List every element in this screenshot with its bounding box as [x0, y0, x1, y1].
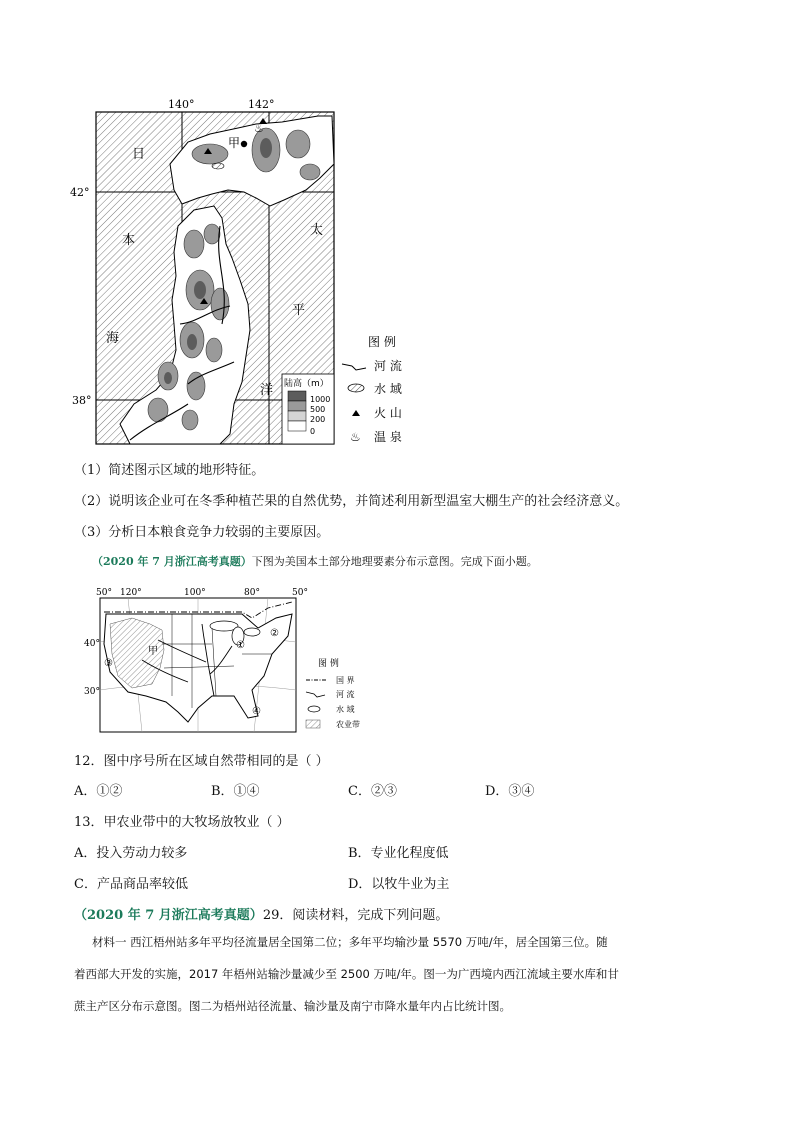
question-2: （2）说明该企业可在冬季种植芒果的自然优势，并简述利用新型温室大棚生产的社会经济意义。: [74, 494, 629, 509]
svg-text:42°: 42°: [70, 186, 90, 199]
jia-label: 甲: [228, 136, 241, 150]
svg-text:38°: 38°: [72, 394, 92, 407]
farm-belt-icon: [306, 720, 320, 728]
question-13-option-a[interactable]: A．投入劳动力较多: [74, 846, 188, 861]
svg-text:50°: 50°: [96, 588, 112, 598]
material-line-3: 蔗主产区分布示意图。图二为梧州站径流量、输沙量及南宁市降水量年内占比统计图。: [74, 999, 511, 1013]
question-12-option-b[interactable]: B．①④: [211, 784, 260, 799]
svg-text:30°: 30°: [84, 687, 100, 697]
intro-3-text: 29．阅读材料，完成下列问题。: [262, 908, 449, 923]
river-icon: [342, 364, 366, 370]
svg-text:0: 0: [310, 427, 316, 436]
water-icon: [308, 706, 320, 712]
svg-text:河 流: 河 流: [336, 690, 355, 699]
svg-text:140°: 140°: [168, 98, 195, 111]
svg-text:洋: 洋: [260, 383, 274, 398]
svg-text:③: ③: [104, 658, 113, 669]
intro-2-text: 下图为美国本土部分地理要素分布示意图。完成下面小题。: [251, 555, 538, 568]
question-1: （1）简述图示区域的地形特征。: [74, 463, 265, 478]
svg-text:50°: 50°: [292, 588, 308, 598]
svg-text:水 域: 水 域: [374, 382, 402, 396]
svg-text:120°: 120°: [120, 588, 142, 598]
hot-spring-icon: ♨: [350, 430, 361, 444]
question-12-option-c[interactable]: C．②③: [348, 784, 397, 799]
svg-text:海: 海: [106, 331, 120, 346]
japan-terrain-map: [70, 94, 430, 450]
svg-text:1000: 1000: [310, 395, 331, 404]
map2-legend: [306, 657, 360, 729]
svg-text:500: 500: [310, 405, 326, 414]
svg-text:②: ②: [270, 628, 279, 639]
elevation-legend: [282, 374, 334, 444]
volcano-icon: [352, 410, 360, 416]
exam-source-tag: （2020 年 7 月浙江高考真题）: [74, 908, 263, 923]
svg-text:甲: 甲: [148, 646, 158, 657]
svg-text:水 域: 水 域: [336, 705, 355, 714]
question-13-option-d[interactable]: D．以牧牛业为主: [348, 877, 450, 892]
question-12-stem: 12．图中序号所在区域自然带相同的是（ ）: [74, 754, 329, 769]
map1-legend: [342, 334, 402, 444]
river-icon: [306, 692, 325, 697]
svg-text:河 流: 河 流: [374, 359, 402, 373]
svg-text:国 界: 国 界: [336, 676, 355, 685]
intro-3: [74, 904, 448, 923]
svg-text:80°: 80°: [244, 588, 260, 598]
question-3: （3）分析日本粮食竞争力较弱的主要原因。: [74, 525, 330, 540]
question-12-option-a[interactable]: A．①②: [74, 784, 123, 799]
svg-text:本: 本: [122, 233, 136, 248]
material-line-1: 材料一 西江梧州站多年平均径流量居全国第二位；多年平均输沙量 5570 万吨/年，居全国第三位。随: [92, 935, 608, 949]
svg-text:陆高（m）: 陆高（m）: [284, 379, 329, 389]
svg-text:火 山: 火 山: [374, 406, 402, 420]
exam-source-tag: （2020 年 7 月浙江高考真题）: [92, 555, 252, 568]
svg-text:图 例: 图 例: [318, 659, 339, 669]
svg-text:温 泉: 温 泉: [374, 430, 402, 444]
material-line-2: 着西部大开发的实施，2017 年梧州站输沙量减少至 2500 万吨/年。图一为广西境内西江流域主要水库和甘: [74, 967, 619, 981]
hot-spring-icon: ♨: [254, 122, 264, 135]
svg-text:①: ①: [236, 640, 245, 651]
intro-2: [92, 553, 538, 569]
svg-text:100°: 100°: [184, 588, 206, 598]
water-icon: [348, 384, 364, 392]
svg-text:④: ④: [252, 706, 261, 717]
svg-text:日: 日: [132, 147, 146, 162]
svg-text:平: 平: [292, 303, 306, 318]
svg-text:图 例: 图 例: [368, 335, 396, 349]
svg-text:40°: 40°: [84, 639, 100, 649]
question-13-stem: 13．甲农业带中的大牧场放牧业（ ）: [74, 815, 290, 830]
question-13-option-b[interactable]: B．专业化程度低: [348, 846, 449, 861]
usa-map: [84, 584, 382, 734]
svg-text:太: 太: [310, 223, 324, 238]
question-12-option-d[interactable]: D．③④: [485, 784, 535, 799]
question-13-option-c[interactable]: C．产品商品率较低: [74, 877, 188, 892]
svg-text:农业带: 农业带: [336, 720, 360, 729]
svg-text:142°: 142°: [248, 98, 275, 111]
svg-text:200: 200: [310, 415, 326, 424]
